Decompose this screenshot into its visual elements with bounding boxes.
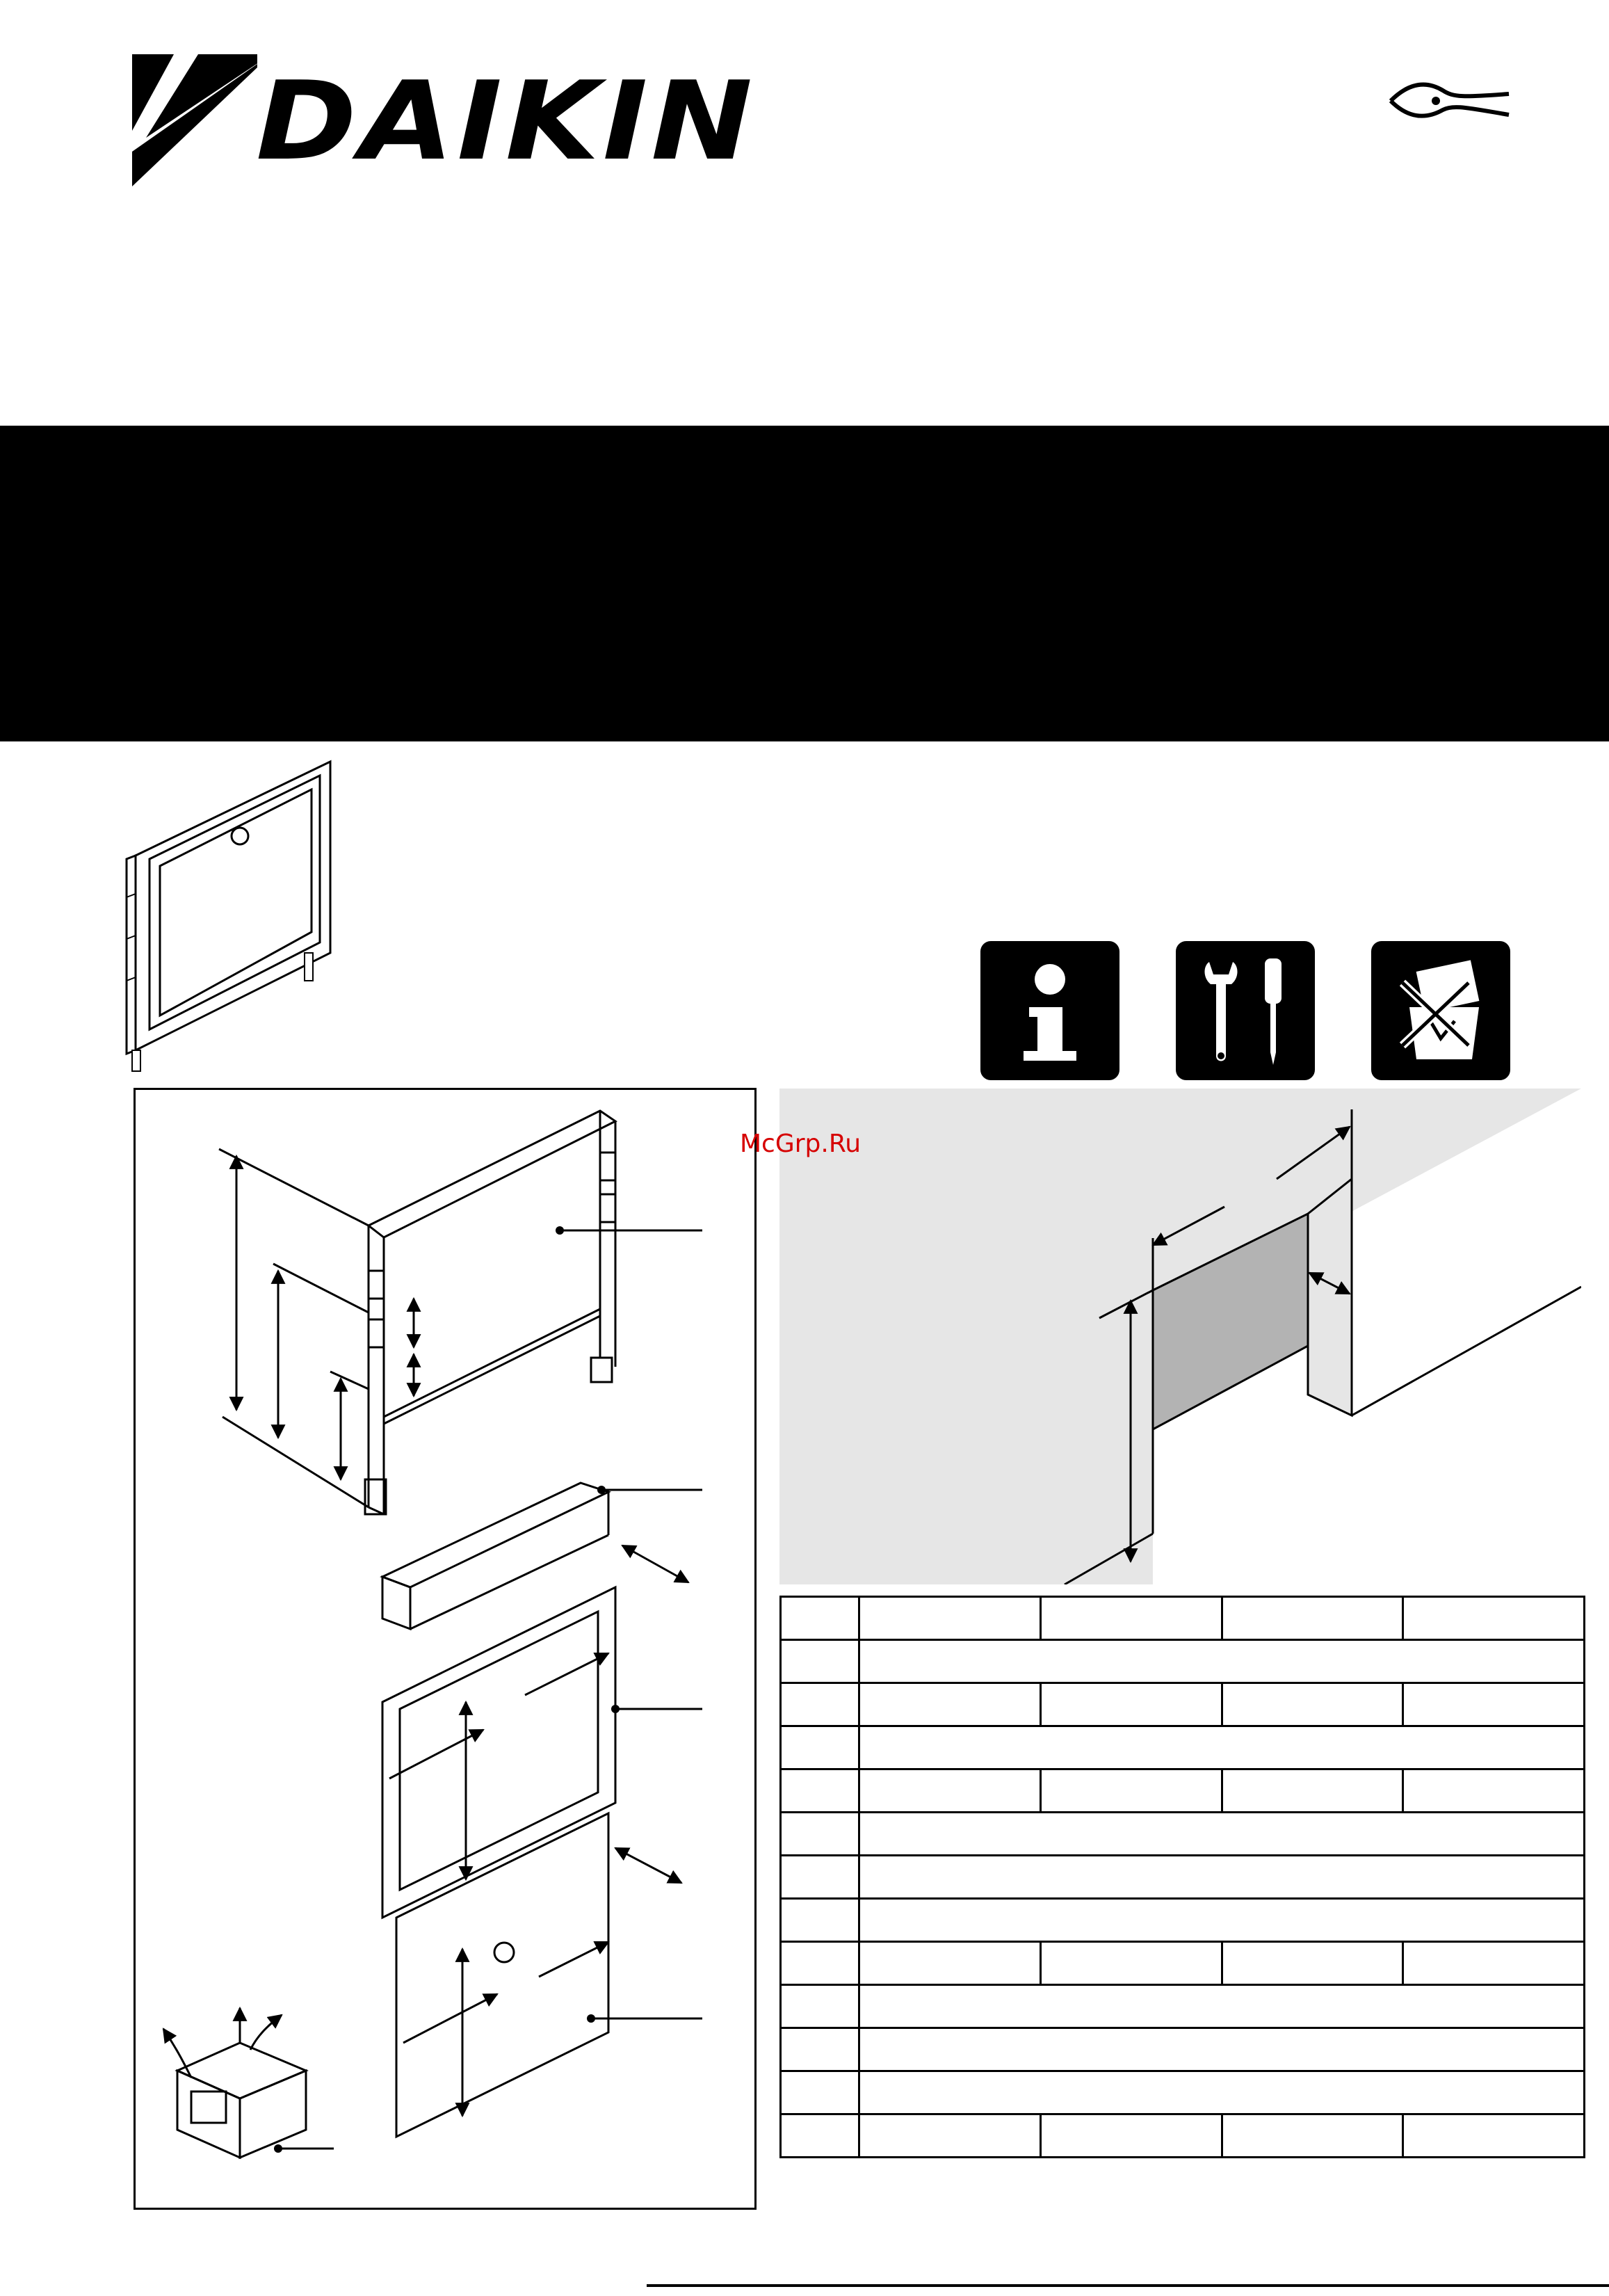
product-thumbnail [118,758,341,1075]
title-banner [0,426,1609,741]
daikin-logo-mark [132,54,257,186]
table-row [781,1985,1585,2028]
exploded-view-drawing [136,1090,759,2212]
info-icon [978,939,1122,1082]
brand-name: DAIKIN [256,58,756,184]
table-row [781,2114,1585,2158]
no-household-waste-icon [1369,939,1512,1082]
table-row [781,1597,1585,1640]
tools-icon [1174,939,1317,1082]
table-row [781,1683,1585,1726]
table-row [781,1856,1585,1899]
specification-table [779,1596,1585,2158]
table-row [781,1899,1585,1942]
wall-recess-drawing [779,1089,1581,1584]
pliers-icon [1387,77,1512,132]
footer-rule [647,2284,1609,2287]
daikin-logo [132,54,765,186]
wall-recess-panel [779,1089,1581,1584]
watermark-text: McGrp.Ru [740,1130,862,1158]
table-row [781,2028,1585,2071]
exploded-view-panel [134,1088,757,2210]
table-row [781,1726,1585,1769]
table-row [781,1942,1585,1985]
table-row [781,1769,1585,1813]
table-row [781,1813,1585,1856]
table-row [781,2071,1585,2114]
table-row [781,1640,1585,1683]
